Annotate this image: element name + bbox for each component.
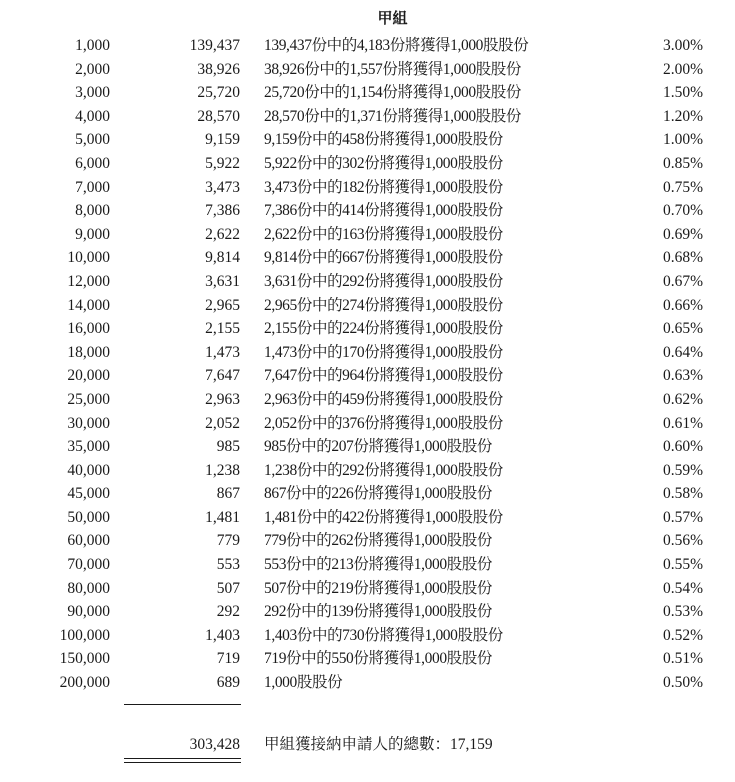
shares-cell: 6,000: [75, 154, 110, 172]
percentage-cell: 0.65%: [662, 320, 703, 338]
shares-cell: 3,000: [75, 84, 110, 102]
percentage-cell: 0.53%: [662, 603, 703, 621]
percentage-cell: 0.54%: [662, 579, 703, 597]
applications-cell: 1,473: [205, 343, 240, 361]
allocation-basis-cell: 25,720份中的1,154份將獲得1,000股股份: [264, 84, 521, 102]
total-applications: 303,428: [189, 736, 240, 753]
shares-cell: 1,000: [75, 37, 110, 54]
percentage-cell: 3.00%: [662, 37, 703, 54]
percentage-cell: 0.68%: [662, 249, 703, 267]
shares-cell: 2,000: [75, 60, 110, 78]
allocation-basis-cell: 9,814份中的667份將獲得1,000股股份: [264, 249, 503, 267]
applications-cell: 1,403: [205, 626, 240, 644]
allocation-basis-cell: 1,238份中的292份將獲得1,000股股份: [264, 461, 503, 479]
percentage-cell: 2.00%: [662, 60, 703, 78]
allocation-basis-cell: 1,473份中的170份將獲得1,000股股份: [264, 343, 503, 361]
table-row: [0, 553, 735, 577]
shares-cell: 30,000: [67, 414, 110, 432]
percentage-cell: 0.75%: [662, 178, 703, 196]
shares-cell: 9,000: [75, 225, 110, 243]
shares-cell: 12,000: [67, 272, 110, 290]
table-row: [0, 459, 735, 483]
shares-cell: 20,000: [67, 367, 110, 385]
table-row: [0, 152, 735, 176]
allocation-basis-cell: 1,403份中的730份將獲得1,000股股份: [264, 626, 503, 644]
allocation-basis-cell: 7,647份中的964份將獲得1,000股股份: [264, 367, 503, 385]
applications-cell: 292: [216, 603, 240, 621]
allocation-basis-cell: 292份中的139份將獲得1,000股股份: [264, 603, 492, 621]
table-row: [0, 364, 735, 388]
applications-cell: 1,238: [205, 461, 240, 479]
table-row: [0, 34, 735, 58]
applications-cell: 3,631: [205, 272, 240, 290]
applications-cell: 779: [216, 532, 240, 550]
table-row: [0, 671, 735, 695]
applications-cell: 3,473: [205, 178, 240, 196]
percentage-cell: 0.69%: [662, 225, 703, 243]
applications-cell: 985: [216, 438, 240, 456]
allocation-basis-cell: 2,052份中的376份將獲得1,000股股份: [264, 414, 503, 432]
applications-cell: 7,386: [205, 202, 240, 220]
allocation-basis-cell: 3,631份中的292份將獲得1,000股股份: [264, 272, 503, 290]
allocation-basis-cell: 719份中的550份將獲得1,000股股份: [264, 650, 492, 668]
shares-cell: 40,000: [67, 461, 110, 479]
allocation-basis-cell: 28,570份中的1,371份將獲得1,000股股份: [264, 107, 521, 125]
allocation-basis-cell: 7,386份中的414份將獲得1,000股股份: [264, 202, 503, 220]
applications-cell: 139,437: [189, 37, 240, 54]
table-row: [0, 176, 735, 200]
table-row: [0, 647, 735, 671]
allocation-basis-cell: 1,000股股份: [264, 674, 343, 692]
allocation-basis-cell: 38,926份中的1,557份將獲得1,000股股份: [264, 60, 521, 78]
table-row: [0, 199, 735, 223]
applications-cell: 689: [216, 674, 240, 692]
allocation-basis-cell: 2,965份中的274份將獲得1,000股股份: [264, 296, 503, 314]
percentage-cell: 0.62%: [662, 390, 703, 408]
percentage-cell: 1.20%: [662, 107, 703, 125]
shares-cell: 25,000: [67, 390, 110, 408]
table-row: [0, 246, 735, 270]
percentage-cell: 0.55%: [662, 556, 703, 574]
applications-cell: 2,965: [205, 296, 240, 314]
allocation-basis-cell: 2,622份中的163份將獲得1,000股股份: [264, 225, 503, 243]
percentage-cell: 0.70%: [662, 202, 703, 220]
subtotal-rule: [124, 704, 241, 705]
table-row: [0, 341, 735, 365]
shares-cell: 90,000: [67, 603, 110, 621]
applications-cell: 867: [216, 485, 240, 503]
table-row: [0, 577, 735, 601]
percentage-cell: 0.60%: [662, 438, 703, 456]
applications-cell: 38,926: [197, 60, 240, 78]
table-row: [0, 600, 735, 624]
percentage-cell: 0.85%: [662, 154, 703, 172]
shares-cell: 16,000: [67, 320, 110, 338]
table-row: [0, 435, 735, 459]
shares-cell: 45,000: [67, 485, 110, 503]
allocation-basis-cell: 779份中的262份將獲得1,000股股份: [264, 532, 492, 550]
allocation-basis-cell: 553份中的213份將獲得1,000股股份: [264, 556, 492, 574]
percentage-cell: 0.58%: [662, 485, 703, 503]
allocation-basis-cell: 3,473份中的182份將獲得1,000股股份: [264, 178, 503, 196]
table-row: [0, 388, 735, 412]
percentage-cell: 0.61%: [662, 414, 703, 432]
total-double-rule: [124, 758, 241, 763]
table-row: [0, 294, 735, 318]
table-row: [0, 270, 735, 294]
applications-cell: 2,155: [205, 320, 240, 338]
shares-cell: 4,000: [75, 107, 110, 125]
shares-cell: 60,000: [67, 532, 110, 550]
shares-cell: 200,000: [59, 674, 110, 692]
applications-cell: 9,159: [205, 131, 240, 149]
allocation-basis-cell: 867份中的226份將獲得1,000股股份: [264, 485, 492, 503]
allocation-basis-cell: 9,159份中的458份將獲得1,000股股份: [264, 131, 503, 149]
table-row: [0, 317, 735, 341]
percentage-cell: 0.52%: [662, 626, 703, 644]
shares-cell: 70,000: [67, 556, 110, 574]
shares-cell: 18,000: [67, 343, 110, 361]
percentage-cell: 0.64%: [662, 343, 703, 361]
table-row: [0, 506, 735, 530]
allocation-basis-cell: 507份中的219份將獲得1,000股股份: [264, 579, 492, 597]
applications-cell: 2,622: [205, 225, 240, 243]
total-label: 甲組獲接納申請人的總數：17,159: [264, 736, 493, 753]
percentage-cell: 0.50%: [662, 674, 703, 692]
allocation-basis-cell: 2,963份中的459份將獲得1,000股股份: [264, 390, 503, 408]
applications-cell: 553: [216, 556, 240, 574]
table-row: [0, 223, 735, 247]
shares-cell: 35,000: [67, 438, 110, 456]
shares-cell: 150,000: [59, 650, 110, 668]
percentage-cell: 0.56%: [662, 532, 703, 550]
shares-cell: 80,000: [67, 579, 110, 597]
applications-cell: 2,052: [205, 414, 240, 432]
percentage-cell: 0.67%: [662, 272, 703, 290]
total-row: [0, 733, 735, 757]
table-row: [0, 529, 735, 553]
shares-cell: 8,000: [75, 202, 110, 220]
percentage-cell: 0.57%: [662, 508, 703, 526]
applications-cell: 28,570: [197, 107, 240, 125]
shares-cell: 100,000: [59, 626, 110, 644]
percentage-cell: 0.63%: [662, 367, 703, 385]
table-row: [0, 482, 735, 506]
table-row: [0, 128, 735, 152]
percentage-cell: 1.00%: [662, 131, 703, 149]
table-row: [0, 58, 735, 82]
allocation-table: [0, 34, 735, 695]
shares-cell: 5,000: [75, 131, 110, 149]
applications-cell: 507: [216, 579, 240, 597]
percentage-cell: 0.66%: [662, 296, 703, 314]
table-row: [0, 81, 735, 105]
page-title: 甲組: [377, 9, 408, 27]
applications-cell: 25,720: [197, 84, 240, 102]
applications-cell: 9,814: [205, 249, 240, 267]
allocation-basis-cell: 5,922份中的302份將獲得1,000股股份: [264, 154, 503, 172]
allocation-basis-cell: 139,437份中的4,183份將獲得1,000股股份: [264, 37, 529, 54]
applications-cell: 1,481: [205, 508, 240, 526]
applications-cell: 5,922: [205, 154, 240, 172]
applications-cell: 7,647: [205, 367, 240, 385]
percentage-cell: 0.51%: [662, 650, 703, 668]
shares-cell: 14,000: [67, 296, 110, 314]
shares-cell: 7,000: [75, 178, 110, 196]
table-row: [0, 105, 735, 129]
allocation-basis-cell: 985份中的207份將獲得1,000股股份: [264, 438, 492, 456]
shares-cell: 50,000: [67, 508, 110, 526]
shares-cell: 10,000: [67, 249, 110, 267]
allocation-basis-cell: 2,155份中的224份將獲得1,000股股份: [264, 320, 503, 338]
percentage-cell: 1.50%: [662, 84, 703, 102]
table-row: [0, 624, 735, 648]
table-row: [0, 412, 735, 436]
applications-cell: 2,963: [205, 390, 240, 408]
applications-cell: 719: [216, 650, 240, 668]
percentage-cell: 0.59%: [662, 461, 703, 479]
allocation-basis-cell: 1,481份中的422份將獲得1,000股股份: [264, 508, 503, 526]
